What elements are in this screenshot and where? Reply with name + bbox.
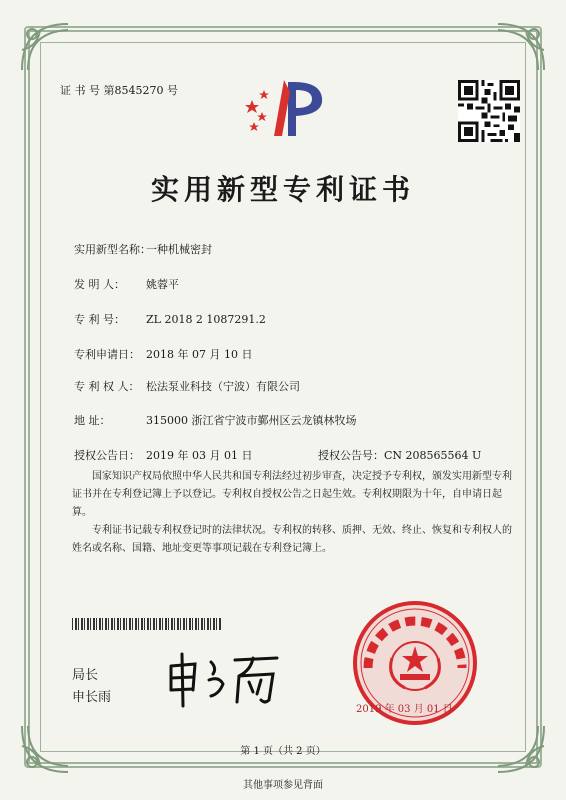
footer-note: 其他事项参见背面 xyxy=(243,780,323,791)
field-label: 地 址： xyxy=(74,414,111,427)
grant-date-row xyxy=(74,447,252,463)
certificate-number: 证 书 号 第8545270 号 xyxy=(60,84,178,97)
filing-date-row xyxy=(74,346,252,362)
field-label: 专 利 号： xyxy=(74,313,125,326)
body-paragraph: 国家知识产权局依照中华人民共和国专利法经过初步审查，决定授予专利权，颁发实用新型专利证书并在专利登记簿上予以登记。专利权自授权公告之日起生效。专利权期限为十年，自申请日起算。 xyxy=(72,471,512,518)
grant-number-row xyxy=(318,447,481,463)
certificate-title: 实用新型专利证书 xyxy=(150,173,415,206)
field-label: 授权公告日： xyxy=(74,449,140,462)
field-value: ZL 2018 2 1087291.2 xyxy=(146,313,266,326)
seal-date: 2019 年 03 月 01 日 xyxy=(356,704,453,715)
cnipa-logo-icon xyxy=(244,78,328,140)
field-label: 授权公告号： xyxy=(318,449,384,462)
patent-number-row xyxy=(74,311,266,327)
field-label: 实用新型名称： xyxy=(74,243,151,256)
field-value: 松法泵业科技（宁波）有限公司 xyxy=(146,380,300,393)
body-paragraph: 专利证书记载专利权登记时的法律状况。专利权的转移、质押、无效、终止、恢复和专利权人的姓名或名称、国籍、地址变更等事项记载在专利登记簿上。 xyxy=(72,525,512,554)
address-row xyxy=(74,412,357,428)
inventor-row xyxy=(74,276,179,292)
field-label: 专 利 权 人： xyxy=(74,380,140,393)
field-value: CN 208565564 U xyxy=(384,449,482,462)
field-label: 专利申请日： xyxy=(74,348,140,361)
director-title: 局长 xyxy=(72,668,99,683)
patentee-row xyxy=(74,378,300,394)
barcode xyxy=(72,618,222,630)
field-value: 一种机械密封 xyxy=(146,243,212,256)
utility-model-name-row xyxy=(74,241,212,257)
corner-ornament-icon xyxy=(494,20,548,74)
page-number: 第 1 页（共 2 页） xyxy=(240,746,326,757)
field-value: 2019 年 03 月 01 日 xyxy=(146,449,253,462)
field-value: 315000 浙江省宁波市鄞州区云龙镇林牧场 xyxy=(146,414,357,427)
field-value: 姚蓉平 xyxy=(146,278,179,291)
certificate-body xyxy=(72,468,512,558)
field-label: 发 明 人： xyxy=(74,278,125,291)
handwritten-signature xyxy=(165,650,285,708)
qr-code-icon xyxy=(458,80,520,142)
director-name: 申长雨 xyxy=(72,690,112,705)
corner-ornament-icon xyxy=(18,20,72,74)
field-value: 2018 年 07 月 10 日 xyxy=(146,348,253,361)
